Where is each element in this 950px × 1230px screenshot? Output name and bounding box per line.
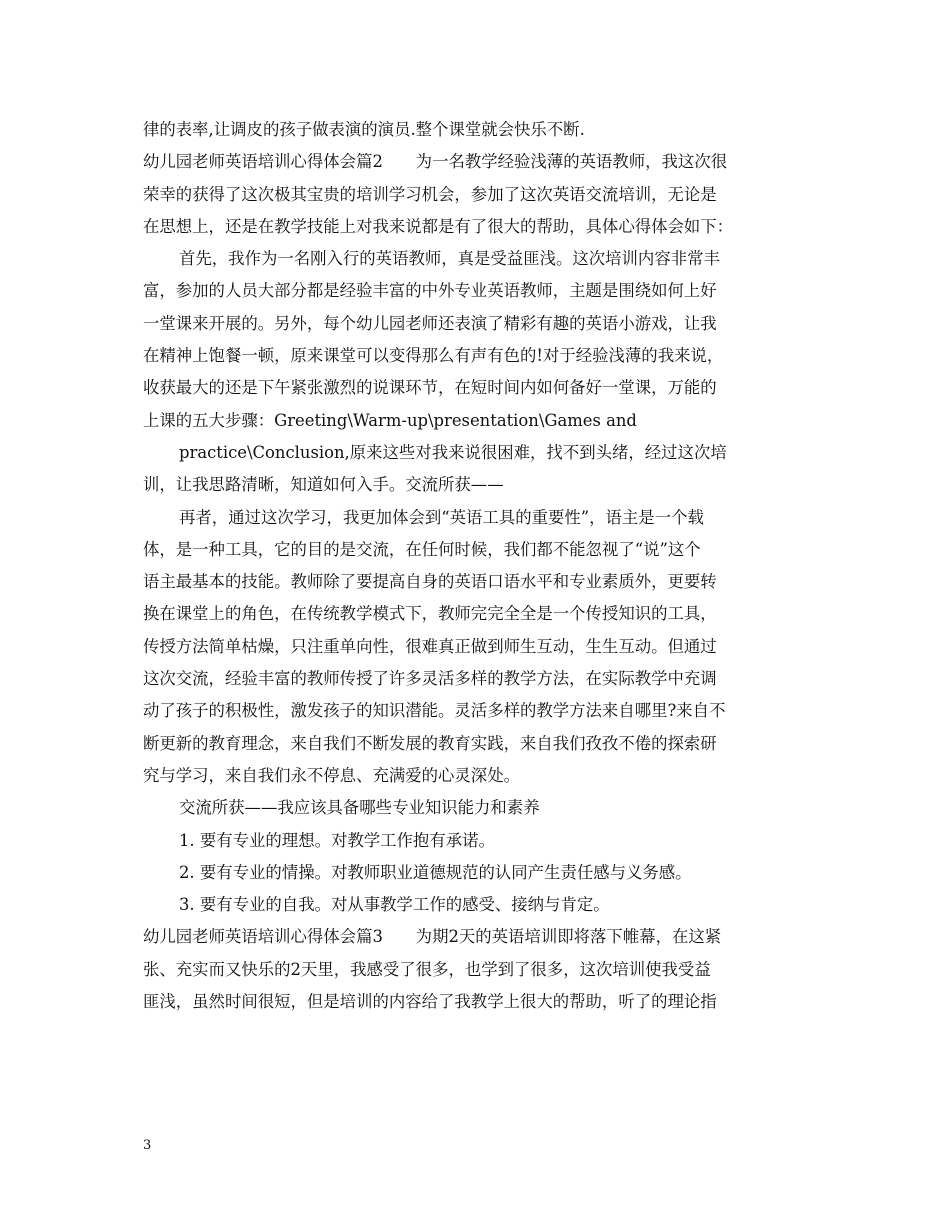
text-line: 传授方法简单枯燥，只注重单向性，很难真正做到师生互动，生生互动。但通过 xyxy=(143,636,717,656)
text-line: 在精神上饱餐一顿，原来课堂可以变得那么有声有色的!对于经验浅薄的我来说， xyxy=(143,346,724,366)
page-number: 3 xyxy=(143,1138,152,1153)
text-line: 断更新的教育理念，来自我们不断发展的教育实践，来自我们孜孜不倦的探索研 xyxy=(143,733,717,753)
text-line: 富，参加的人员大部分都是经验丰富的中外专业英语教师，主题是围绕如何上好 xyxy=(143,281,717,301)
text-line: 荣幸的获得了这次极其宝贵的培训学习机会，参加了这次英语交流培训，无论是 xyxy=(143,184,717,204)
text-line: 上课的五大步骤：Greeting\Warm-up\presentation\Games and xyxy=(143,410,637,430)
text-line: 换在课堂上的角色，在传统教学模式下，教师完完全全是一个传授知识的工具， xyxy=(143,604,717,624)
paragraph-first-line: 首先，我作为一名刚入行的英语教师，真是受益匪浅。这次培训内容非常丰 xyxy=(179,249,720,269)
paragraph-first-line: practice\Conclusion,原来这些对我来说很困难，找不到头绪，经过这次培 xyxy=(179,442,727,462)
text-line: 这次交流，经验丰富的教师传授了许多灵活多样的教学方法，在实际教学中充调 xyxy=(143,669,717,689)
text-line: 语主最基本的技能。教师除了要提高自身的英语口语水平和专业素质外，更要转 xyxy=(143,572,717,592)
text-line: 究与学习，来自我们永不停息、充满爱的心灵深处。 xyxy=(143,765,520,785)
text-line: 动了孩子的积极性，激发孩子的知识潜能。灵活多样的教学方法来自哪里?来自不 xyxy=(143,701,726,721)
text-line: 体，是一种工具，它的目的是交流，在任何时候，我们都不能忽视了“说”这个 xyxy=(143,539,701,559)
text-line: 律的表率,让调皮的孩子做表演的演员.整个课堂就会快乐不断. xyxy=(143,120,585,139)
text-line: 一堂课来开展的。另外，每个幼儿园老师还表演了精彩有趣的英语小游戏，让我 xyxy=(143,313,717,333)
text-line: 张、充实而又快乐的2天里，我感受了很多，也学到了很多，这次培训使我受益 xyxy=(143,959,711,979)
list-item: 3. 要有专业的自我。对从事教学工作的感受、接纳与肯定。 xyxy=(179,895,610,915)
text-line: 收获最大的还是下午紧张激烈的说课环节，在短时间内如何备好一堂课，万能的 xyxy=(143,378,717,398)
text-line: 匪浅，虽然时间很短，但是培训的内容给了我教学上很大的帮助，听了的理论指 xyxy=(143,992,717,1012)
list-item: 2. 要有专业的情操。对教师职业道德规范的认同产生责任感与义务感。 xyxy=(179,862,692,882)
body-text xyxy=(143,114,811,1018)
section-heading-line: 幼儿园老师英语培训心得体会篇3 为期2天的英语培训即将落下帷幕，在这紧 xyxy=(143,927,722,947)
section-heading-line: 幼儿园老师英语培训心得体会篇2 为一名教学经验浅薄的英语教师，我这次很 xyxy=(143,152,728,172)
paragraph-first-line: 再者，通过这次学习，我更加体会到“英语工具的重要性”，语主是一个载 xyxy=(179,507,704,527)
list-item: 1. 要有专业的理想。对教学工作抱有承诺。 xyxy=(179,830,495,850)
text-line: 在思想上，还是在教学技能上对我来说都是有了很大的帮助，具体心得体会如下： xyxy=(143,216,734,236)
subheading-line: 交流所获——我应该具备哪些专业知识能力和素养 xyxy=(179,798,540,818)
text-line: 训，让我思路清晰，知道如何入手。交流所获—— xyxy=(143,475,504,495)
